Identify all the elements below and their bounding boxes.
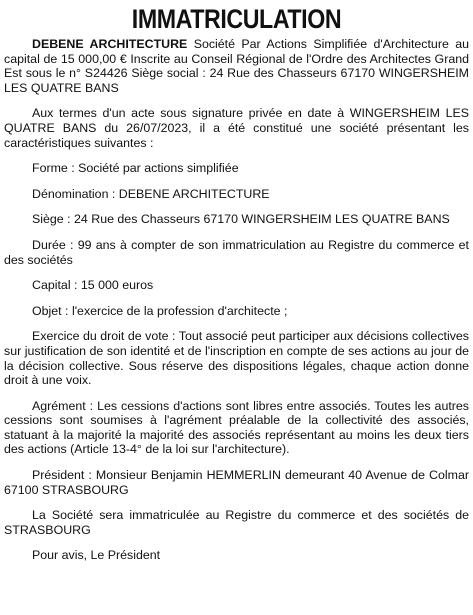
- registre-paragraph: La Société sera immatriculée au Registre du commerce et des sociétés de STRASBOURG: [4, 508, 469, 537]
- objet-line: Objet : l'exercice de la profession d'architecte ;: [32, 303, 288, 318]
- deed-paragraph: Aux termes d'un acte sous signature privée en date à WINGERSHEIM LES QUATRE BANS du 26/07/2023, il a été constitué une société présentant les caractéristiques suivantes :: [4, 106, 469, 150]
- president-paragraph: Président : Monsieur Benjamin HEMMERLIN demeurant 40 Avenue de Colmar 67100 STRASBOURG: [4, 468, 469, 497]
- denomination-line: Dénomination : DEBENE ARCHITECTURE: [32, 186, 270, 201]
- avis-line: Pour avis, Le Président: [32, 548, 161, 563]
- duree-paragraph: Durée : 99 ans à compter de son immatriculation au Registre du commerce et des sociétés: [4, 237, 469, 267]
- notice-title: IMMATRICULATION: [131, 4, 342, 34]
- vote-paragraph: Exercice du droit de vote : Tout associé peut participer aux décisions collectives sur justification de son identité et de l'inscription en compte de ses actions au jour de la décision collective. Sous réserve des dispositions légales, chaque action donne droit à une voix.: [4, 329, 469, 388]
- company-name: DEBENE ARCHITECTURE: [32, 37, 188, 51]
- agrement-paragraph: Agrément : Les cessions d'actions sont libres entre associés. Toutes les autres cessions sont soumises à l'agrément préalable de la collectivité des associés, statuant à la majorité la majorité des associés représentant au moins les deux tiers des actions (Article 13-4° de la loi sur l'architecture).: [4, 398, 469, 457]
- forme-line: Forme : Société par actions simplifiée: [32, 161, 239, 176]
- siege-line: Siège : 24 Rue des Chasseurs 67170 WINGERSHEIM LES QUATRE BANS: [32, 212, 450, 227]
- intro-text: Société Par Actions Simplifiée d'Architecture au capital de 15 000,00 € Inscrite au Conseil Régional de l'Ordre des Architectes Grand Est sous le n° S24426 Siège social : 24 Rue des Chasseurs 67170 WINGERSHEIM LES QUATRE BANS: [4, 37, 469, 95]
- intro-paragraph: [4, 37, 469, 95]
- capital-line: Capital : 15 000 euros: [32, 278, 154, 293]
